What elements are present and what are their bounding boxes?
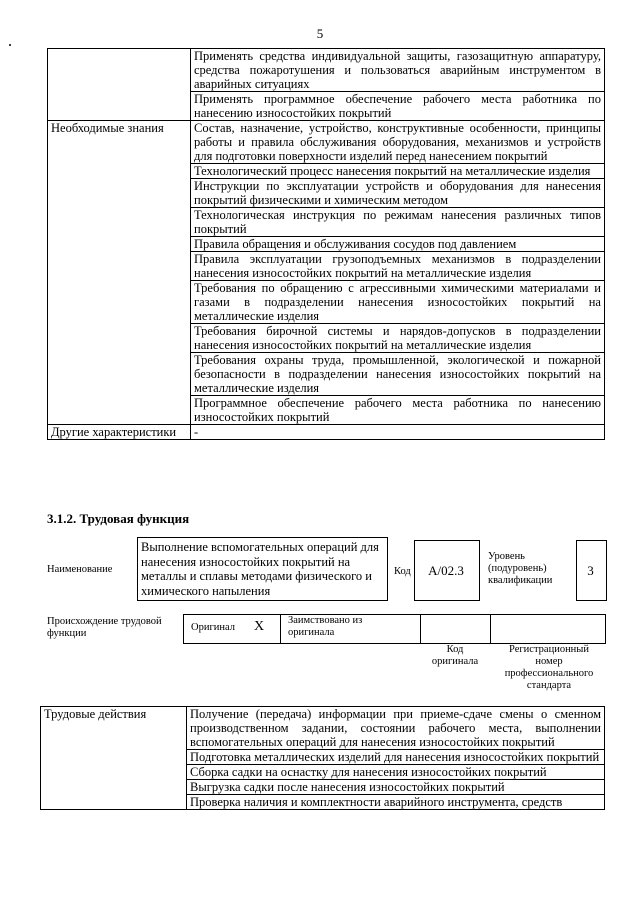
origin-divider-3 [490,614,491,643]
table-cell: Сборка садки на оснастку для нанесения износостойких покрытий [187,765,605,780]
row-label: Необходимые знания [48,121,191,425]
code-label: Код [394,566,411,577]
row-label [48,49,191,121]
table-cell: Выгрузка садки после нанесения износостойких покрытий [187,780,605,795]
table-cell: Подготовка металлических изделий для нанесения износостойких покрытий [187,750,605,765]
level-label: Уровень (подуровень) квалификации [488,551,553,586]
table-cell: Применять средства индивидуальной защиты, газозащитную аппаратуру, средства пожаротушения и пользоваться аварийным инструментом в аварийных ситуациях [191,49,605,92]
reg-number-caption: Регистрационный номер профессионального стандарта [504,644,594,691]
section-title: 3.1.2. Трудовая функция [47,511,190,526]
labor-actions-table [40,706,605,810]
table-cell: Программное обеспечение рабочего места работника по нанесению износостойких покрытий [191,396,605,425]
borrowed-label: Заимствовано из оригинала [288,615,363,638]
level-value: 3 [587,563,594,578]
code-value: А/02.3 [428,563,464,578]
page-number: 5 [316,26,324,41]
row-label: Другие характеристики [48,425,191,440]
table-cell: Правила эксплуатации грузоподъемных механизмов в подразделении нанесения износостойких покрытий на металлические изделия [191,252,605,281]
table-cell: Проверка наличия и комплектности аварийного инструмента, средств [187,795,605,810]
function-name: Выполнение вспомогательных операций для нанесения износостойких покрытий на металлы и сплавы методами физического и химического напыления [141,540,379,598]
table-row [48,49,605,92]
table-cell: Требования охраны труда, промышленной, экологической и пожарной безопасности в подразделении нанесения износостойких покрытий на металлические изделия [191,353,605,396]
original-label: Оригинал [191,622,235,633]
code-original-caption: Код оригинала [431,644,479,667]
table-row [48,121,605,164]
table-cell: Состав, назначение, устройство, конструктивные особенности, принципы работы и правила обслуживания оборудования, механизмов и устройств для подготовки поверхности изделий перед нанесением покрытий [191,121,605,164]
table-row [41,707,605,750]
table-cell: Получение (передача) информации при приеме-сдаче смены о сменном производственном задании, состоянии рабочего места, выполнении вспомогательных операций для нанесения износостойких покрытий [187,707,605,750]
table-cell: Технологическая инструкция по режимам нанесения различных типов покрытий [191,208,605,237]
table-cell: Технологический процесс нанесения покрытий на металлические изделия [191,164,605,179]
original-mark: X [254,619,265,634]
table-cell: - [191,425,605,440]
table-cell: Инструкции по эксплуатации устройств и оборудования для нанесения покрытий физическими и химическим методом [191,179,605,208]
table-cell: Требования по обращению с агрессивными химическими материалами и газами в подразделении нанесения износостойких покрытий на металлические изделия [191,281,605,324]
table-cell: Требования бирочной системы и нарядов-допусков в подразделении нанесения износостойких покрытий на металлические изделия [191,324,605,353]
table-cell: Применять программное обеспечение рабочего места работника по нанесению износостойких покрытий [191,92,605,121]
row-label: Трудовые действия [41,707,187,810]
origin-divider-2 [420,614,421,643]
scan-speck [9,44,11,46]
origin-divider-1 [280,614,281,643]
skills-knowledge-table [47,48,605,440]
name-label: Наименование [47,564,113,575]
table-row [48,425,605,440]
table-cell: Правила обращения и обслуживания сосудов под давлением [191,237,605,252]
origin-label: Происхождение трудовой функции [47,616,162,639]
